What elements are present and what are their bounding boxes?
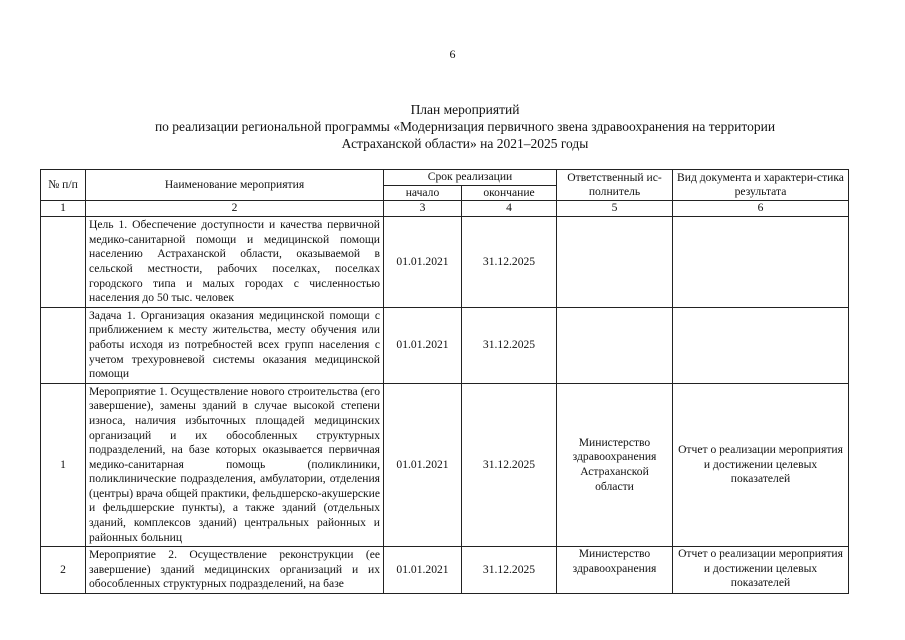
row-num <box>41 217 86 308</box>
row-end: 31.12.2025 <box>462 383 557 547</box>
table-row <box>41 217 849 308</box>
row-num: 2 <box>41 547 86 594</box>
row-name: Задача 1. Организация оказания медицинской помощи с приближением к месту жительства, месту обучения или работы исходя из потребностей всех групп населения с учетом трехуровневой системы оказания медицинской помощи <box>86 307 384 383</box>
table-row <box>41 547 849 594</box>
header-end: окончание <box>462 185 557 201</box>
document-title <box>120 101 810 152</box>
index-cell: 6 <box>673 201 849 217</box>
title-line-3: Астраханской области» на 2021–2025 годы <box>341 136 589 151</box>
row-responsible <box>557 307 673 383</box>
index-cell: 5 <box>557 201 673 217</box>
title-line-1: План мероприятий <box>410 102 520 117</box>
index-cell: 3 <box>384 201 462 217</box>
row-doc: Отчет о реализации мероприятия и достижении целевых показателей <box>673 383 849 547</box>
page-number: 6 <box>449 47 456 61</box>
row-end: 31.12.2025 <box>462 547 557 594</box>
row-start: 01.01.2021 <box>384 307 462 383</box>
index-cell: 1 <box>41 201 86 217</box>
header-num: № п/п <box>41 170 86 201</box>
header-period: Срок реализации <box>384 170 557 186</box>
row-end: 31.12.2025 <box>462 307 557 383</box>
row-doc <box>673 307 849 383</box>
activities-table <box>40 169 849 594</box>
row-responsible: Министерство здравоохранения <box>557 547 673 594</box>
row-doc: Отчет о реализации мероприятия и достижении целевых показателей <box>673 547 849 594</box>
row-start: 01.01.2021 <box>384 217 462 308</box>
row-num <box>41 307 86 383</box>
header-start: начало <box>384 185 462 201</box>
index-cell: 4 <box>462 201 557 217</box>
row-start: 01.01.2021 <box>384 547 462 594</box>
row-doc <box>673 217 849 308</box>
row-num: 1 <box>41 383 86 547</box>
row-name: Мероприятие 1. Осуществление нового строительства (его завершение), замены зданий в случае высокой степени износа, наличия избыточных площадей медицинских организаций и их обособленных структурных подразделений, на базе которых оказывается первичная медико-санитарная помощь (поликлиники, поликлинические подразделения, амбулатории, отделения (центры) врача общей практики, фельдшерско-акушерские и фельдшерские пункты), а также зданий (отдельных зданий, комплексов зданий) центральных районных и районных больниц <box>86 383 384 547</box>
row-name: Цель 1. Обеспечение доступности и качества первичной медико-санитарной помощи и медицинской помощи населению Астраханской области, оказываемой в сельской местности, рабочих поселках, поселках городского типа и малых городах с численностью населения до 50 тыс. человек <box>86 217 384 308</box>
title-line-2: по реализации региональной программы «Модернизация первичного звена здравоохранения на территории <box>154 119 776 134</box>
table-row <box>41 383 849 547</box>
row-responsible <box>557 217 673 308</box>
row-end: 31.12.2025 <box>462 217 557 308</box>
column-index-row <box>41 201 849 217</box>
row-responsible: Министерство здравоохранения Астраханской области <box>557 383 673 547</box>
header-name: Наименование мероприятия <box>86 170 384 201</box>
row-name: Мероприятие 2. Осуществление реконструкции (ее завершение) зданий медицинских организаций и их обособленных структурных подразделений, на базе <box>86 547 384 594</box>
header-responsible: Ответственный ис-полнитель <box>557 170 673 201</box>
row-start: 01.01.2021 <box>384 383 462 547</box>
header-doc: Вид документа и характери-стика результата <box>673 170 849 201</box>
index-cell: 2 <box>86 201 384 217</box>
table-row <box>41 307 849 383</box>
